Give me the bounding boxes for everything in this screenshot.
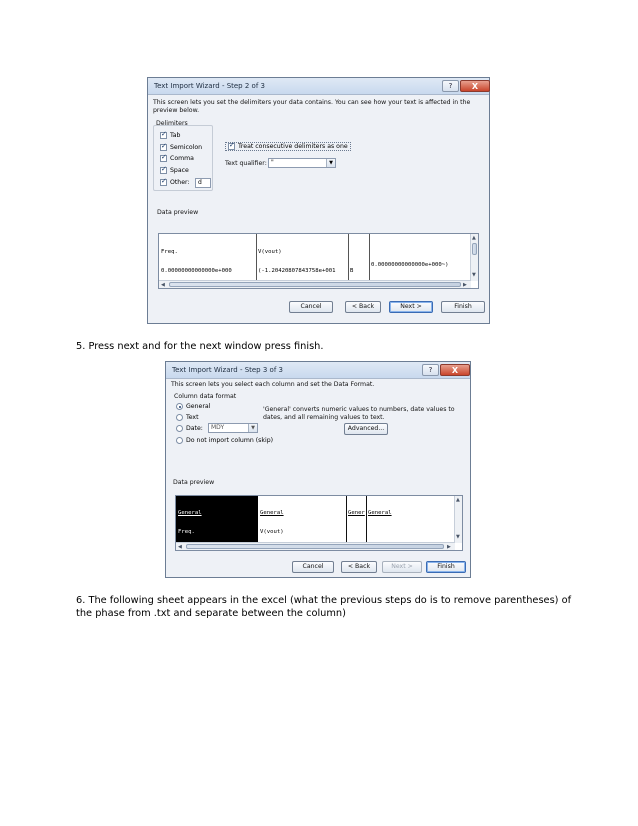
format-skip-option[interactable] [176,437,273,444]
scroll-thumb[interactable] [169,282,461,287]
delimiter-semicolon-option[interactable] [160,144,202,151]
title-bar [148,78,489,95]
consecutive-label: Treat consecutive delimiters as one [238,143,348,150]
date-radio[interactable] [176,425,183,432]
help-button[interactable]: ? [442,80,459,92]
date-format-value: MDY [211,424,225,431]
other-checkbox[interactable] [160,179,167,186]
column-separator [366,496,367,543]
scroll-left-icon[interactable]: ◀ [178,544,182,550]
instructions: This screen lets you set the delimiters your data contains. You can see how your text is affected in the preview below. [153,99,471,114]
comma-label: Comma [170,155,194,162]
general-radio[interactable] [176,403,183,410]
preview-vertical-scrollbar[interactable] [470,234,478,281]
dialog-title: Text Import Wizard - Step 3 of 3 [172,366,283,374]
preview-cell: 0.00000000000000e+000~) [371,261,449,268]
next-button[interactable]: Next > [389,301,433,313]
chevron-down-icon[interactable]: ▼ [326,159,335,167]
delimiter-space-option[interactable] [160,167,189,174]
text-label: Text [186,414,199,421]
data-preview-label: Data preview [173,479,215,486]
scroll-left-icon[interactable]: ◀ [161,282,165,288]
text-radio[interactable] [176,414,183,421]
preview-horizontal-scrollbar[interactable] [176,542,455,550]
semicolon-checkbox[interactable] [160,144,167,151]
text-qualifier-label: Text qualifier: [225,160,267,167]
column-header[interactable]: General [368,509,392,516]
space-label: Space [170,167,189,174]
data-preview-label: Data preview [157,209,199,216]
other-delimiter-input[interactable]: d [195,178,211,188]
general-format-note: 'General' converts numeric values to numbers, date values to dates, and all remaining values to text. [263,406,455,421]
scroll-thumb[interactable] [186,544,444,549]
preview-cell: Freq. [161,248,178,255]
data-preview-box[interactable] [175,495,463,551]
cancel-button[interactable]: Cancel [289,301,333,313]
close-button[interactable]: X [460,80,490,92]
preview-cell: Freq. [178,529,195,536]
title-bar [166,362,470,379]
step-5-caption: 5. Press next and for the next window press finish. [76,341,324,352]
skip-label: Do not import column (skip) [186,437,274,444]
step-6-caption: 6. The following sheet appears in the excel (what the previous steps do is to remove parentheses) of the phase from .txt and separate between the column) [76,595,572,619]
semicolon-label: Semicolon [170,144,203,151]
scroll-down-icon[interactable]: ▼ [472,272,476,278]
next-button[interactable]: Next > [382,561,422,573]
preview-horizontal-scrollbar[interactable] [159,280,471,288]
column-data-format-label: Column data format [174,393,237,400]
column-separator [346,496,347,543]
format-general-option[interactable] [176,403,210,410]
preview-cell: (-1.20420807843758e+001 [258,268,336,275]
scroll-right-icon[interactable]: ▶ [447,544,451,550]
finish-button[interactable]: Finish [441,301,485,313]
column-header[interactable]: General [178,509,202,516]
close-button[interactable]: X [440,364,470,376]
format-date-option[interactable] [176,425,203,432]
space-checkbox[interactable] [160,167,167,174]
tab-label: Tab [170,132,181,139]
scroll-down-icon[interactable]: ▼ [456,534,460,540]
instructions: This screen lets you select each column and set the Data Format. [171,381,375,388]
preview-cell: 0.00000000000000e+000 [161,268,232,275]
date-label: Date: [186,425,203,432]
delimiter-other-option[interactable] [160,179,190,186]
text-import-wizard-step2 [147,77,490,324]
back-button[interactable]: < Back [341,561,377,573]
delimiters-label: Delimiters [156,120,188,127]
tab-checkbox[interactable] [160,132,167,139]
other-label: Other: [170,179,190,186]
delimiter-tab-option[interactable] [160,132,180,139]
help-button[interactable]: ? [422,364,439,376]
scroll-up-icon[interactable]: ▲ [456,497,460,503]
skip-radio[interactable] [176,437,183,444]
advanced-button[interactable]: Advanced... [344,423,388,435]
cancel-button[interactable]: Cancel [292,561,334,573]
finish-button[interactable]: Finish [426,561,466,573]
preview-cell: V(vout) [258,248,282,255]
consecutive-delimiters-option[interactable] [225,142,351,151]
scroll-up-icon[interactable]: ▲ [472,235,476,241]
scroll-thumb[interactable] [472,243,477,255]
preview-vertical-scrollbar[interactable] [454,496,462,543]
text-qualifier-value: " [271,159,274,166]
delimiter-comma-option[interactable] [160,155,194,162]
comma-checkbox[interactable] [160,155,167,162]
date-format-combo[interactable] [208,423,258,433]
dialog-title: Text Import Wizard - Step 2 of 3 [154,82,265,90]
preview-cell [350,249,370,255]
data-preview-box[interactable] [158,233,479,289]
column-header[interactable]: General [260,509,284,516]
general-label: General [186,403,211,410]
text-import-wizard-step3 [165,361,471,578]
preview-cell: V(vout) [260,529,284,536]
consecutive-checkbox[interactable] [228,143,235,150]
format-text-option[interactable] [176,414,199,421]
scroll-right-icon[interactable]: ▶ [463,282,467,288]
chevron-down-icon[interactable]: ▼ [248,424,257,432]
column-header[interactable]: Gener [348,509,365,516]
text-qualifier-combo[interactable] [268,158,336,168]
back-button[interactable]: < Back [345,301,381,313]
preview-cell: B [350,268,354,275]
